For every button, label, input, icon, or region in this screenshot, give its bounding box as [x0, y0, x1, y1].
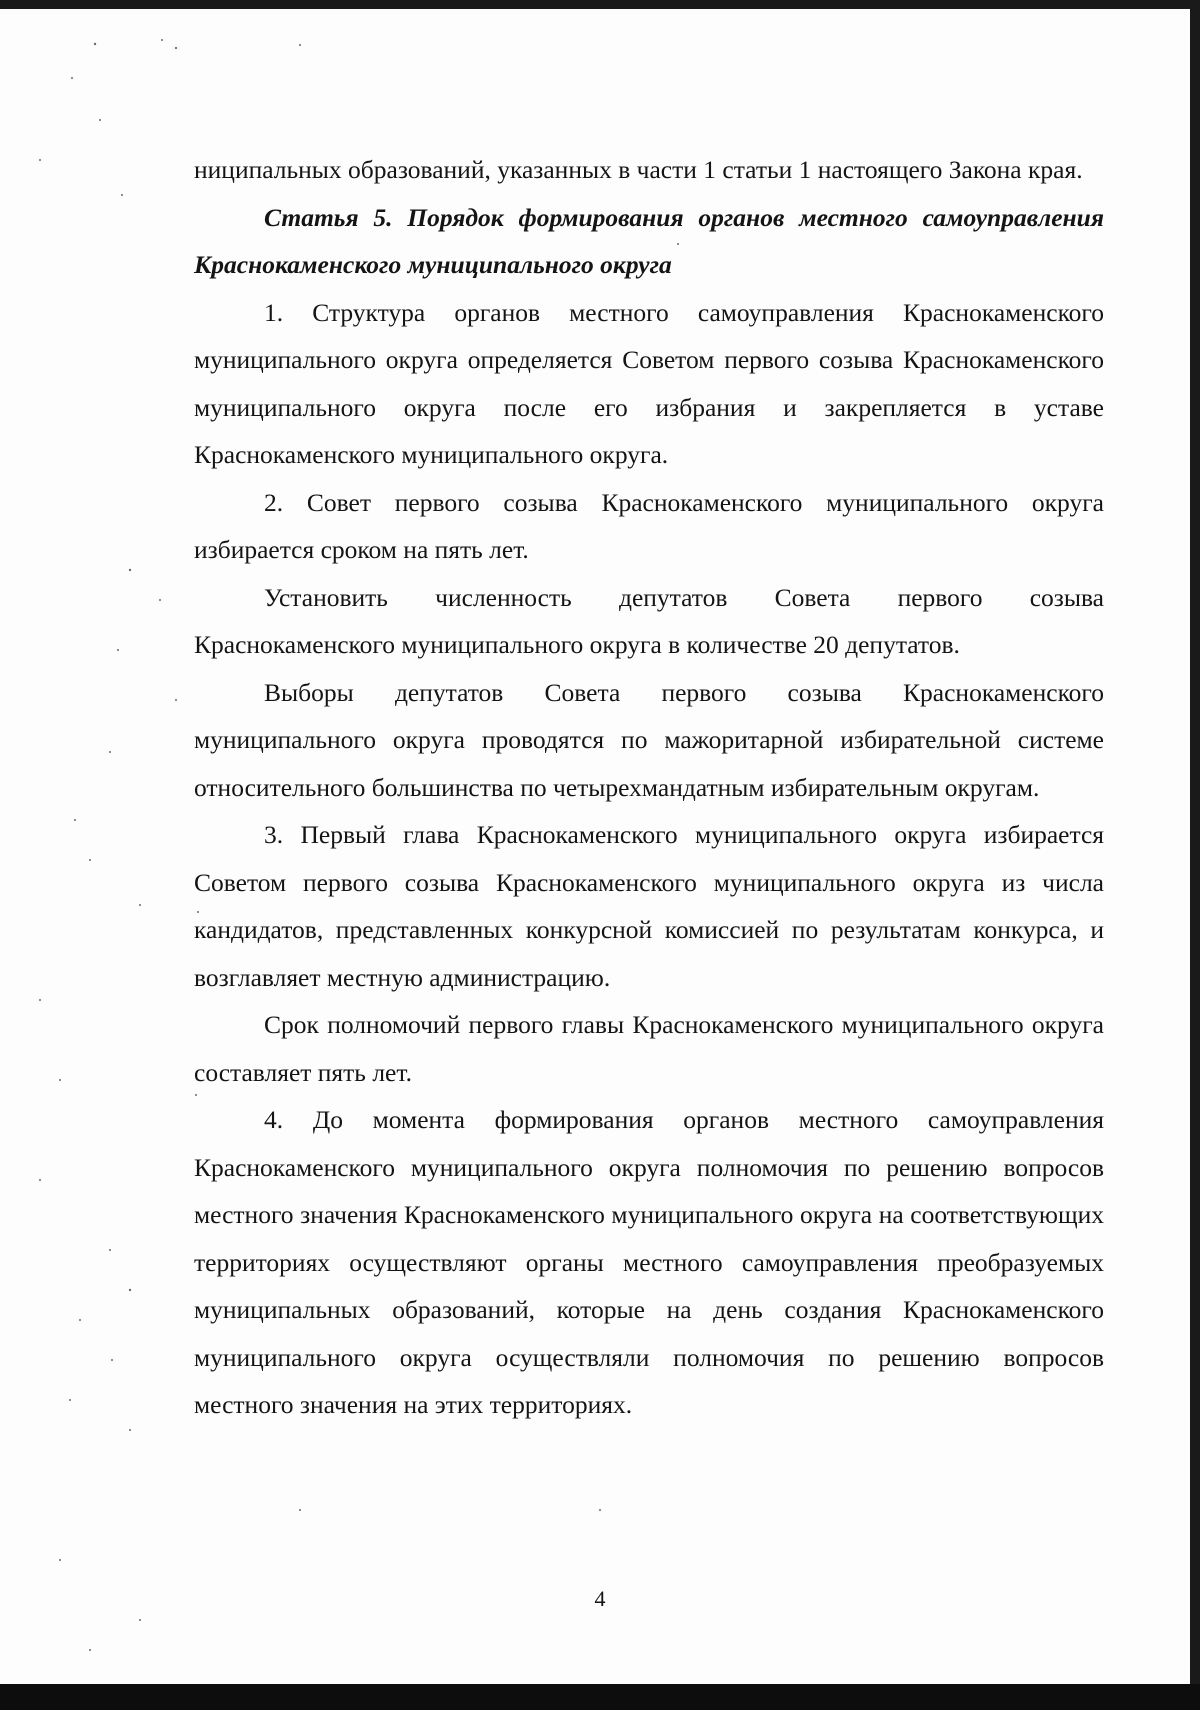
paragraph: 4. До момента формирования органов местного самоуправления Краснокаменского муниципального округа полномочия по решению вопросов местного значения Краснокаменского муниципального округа на соответствующих территориях осуществляют органы местного самоуправления преобразуемых муниципальных образований, которые на день создания Краснокаменского муниципального округа осуществляли полномочия по решению вопросов местного значения на этих территориях.: [194, 1105, 1104, 1419]
paragraph: 3. Первый глава Краснокаменского муниципального округа избирается Советом первого созыва Краснокаменского муниципального округа из числа кандидатов, представленных конкурсной комиссией по результатам конкурса, и возглавляет местную администрацию.: [194, 820, 1104, 992]
document-body: [194, 146, 1104, 1429]
page-number: 4: [594, 1586, 606, 1611]
scan-border-right: [1190, 0, 1200, 1710]
paragraph: 1. Структура органов местного самоуправления Краснокаменского муниципального округа определяется Советом первого созыва Краснокаменского муниципального округа после его избрания и закрепляется в уставе Краснокаменского муниципального округа.: [194, 297, 1104, 469]
scan-border-top: [0, 0, 1200, 9]
continuation-text: ниципальных образований, указанных в части 1 статьи 1 настоящего Закона края.: [194, 155, 1083, 184]
paragraph: 2. Совет первого созыва Краснокаменского муниципального округа избирается сроком на пять лет.: [194, 487, 1104, 564]
paragraph: Установить численность депутатов Совета первого созыва Краснокаменского муниципального округа в количестве 20 депутатов.: [194, 582, 1104, 659]
scan-border-bottom: [0, 1684, 1200, 1710]
paragraph: Срок полномочий первого главы Краснокаменского муниципального округа составляет пять лет.: [194, 1010, 1104, 1087]
paragraph: Выборы депутатов Совета первого созыва Краснокаменского муниципального округа проводятся по мажоритарной избирательной системе относительного большинства по четырехмандатным избирательным округам.: [194, 677, 1104, 802]
article-heading: Статья 5. Порядок формирования органов местного самоуправления Краснокаменского муниципального округа: [194, 202, 1104, 279]
